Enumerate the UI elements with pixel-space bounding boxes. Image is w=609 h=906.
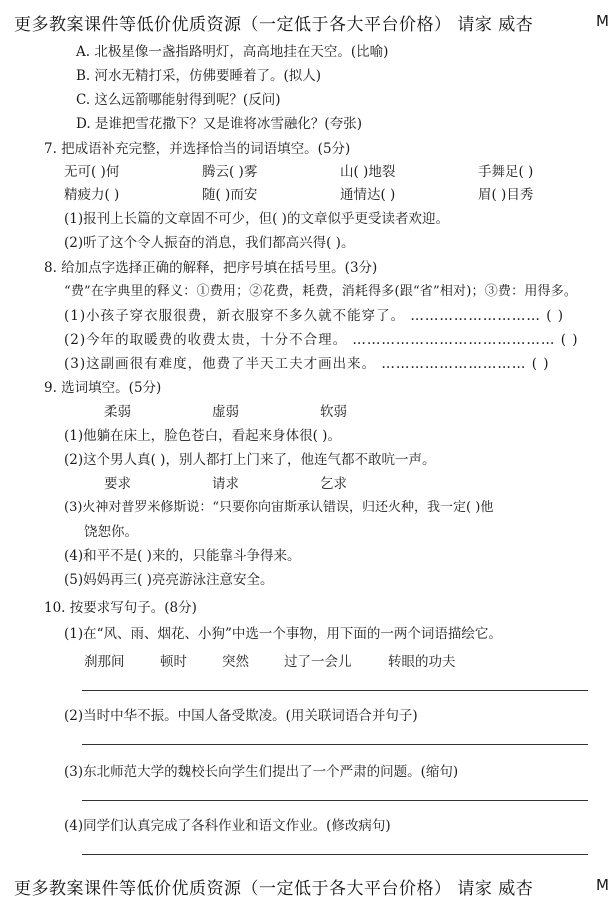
q9-sentence-1: (1)他躺在床上，脸色苍白，看起来身体很( )。	[64, 428, 341, 444]
q6-option-a: A. 北极星像一盏指路明灯，高高地挂在天空。(比喻)	[76, 44, 389, 60]
bottom-banner: 更多教案课件等低价优质资源（一定低于各大平台价格） 请家 威杏	[14, 879, 534, 899]
q10-title: 10. 按要求写句子。(8分)	[44, 600, 197, 616]
q9-sentence-2: (2)这个男人真( )，别人都打上门来了，他连气都不敢吭一声。	[64, 452, 436, 468]
q7-idiom: 通情达( )	[340, 187, 396, 203]
q8-item: (2)今年的取暖费的收费太贵，十分不合理。 …………………………………… ( )	[64, 332, 579, 348]
q7-idiom: 山( )地裂	[340, 164, 396, 180]
q8-item: (1)小孩子穿衣服很费，新衣服穿不多久就不能穿了。 ……………………… ( )	[64, 308, 565, 324]
q6-option-c: C. 这么远箭哪能射得到呢？(反问)	[76, 92, 281, 108]
q9-sentence-3a: (3)火神对普罗米修斯说：“只要你向宙斯承认错误，归还火种，我一定( )他	[64, 500, 494, 515]
q6-option-b: B. 河水无精打采，仿佛要睡着了。(拟人)	[76, 68, 322, 84]
answer-line[interactable]	[82, 690, 588, 691]
q9-sentence-4: (4)和平不是( )来的，只能靠斗争得来。	[64, 548, 301, 564]
top-banner: 更多教案课件等低价优质资源（一定低于各大平台价格） 请家 威杏	[14, 15, 534, 35]
q7-idiom: 无可( )何	[64, 164, 120, 180]
q10-word: 顿时	[160, 654, 187, 670]
q10-word: 突然	[222, 654, 249, 670]
answer-line[interactable]	[82, 854, 588, 855]
q7-sentence-2: (2)听了这个令人振奋的消息，我们都高兴得( )。	[64, 235, 355, 251]
q9-word: 软弱	[320, 404, 347, 420]
q8-item: (3)这副画很有难度，他费了半天工夫才画出来。 ………………………… ( )	[64, 356, 550, 372]
q9-title: 9. 选词填空。(5分)	[44, 380, 162, 396]
q9-sentence-5: (5)妈妈再三( )亮亮游泳注意安全。	[64, 572, 274, 588]
q6-option-d: D. 是谁把雪花撒下？又是谁将冰雪融化？(夸张)	[76, 116, 362, 132]
q10-word: 刹那间	[84, 654, 125, 670]
q8-definition: “费”在字典里的释义：①费用；②花费，耗费，消耗得多(跟“省”相对)；③费：用得多。	[64, 284, 578, 299]
q7-idiom: 眉( )目秀	[478, 187, 534, 203]
q7-idiom: 腾云( )雾	[202, 164, 258, 180]
q7-idiom: 手舞足( )	[478, 164, 534, 180]
q9-sentence-3b: 饶恕你。	[84, 524, 138, 540]
q10-word: 过了一会儿	[284, 654, 352, 670]
q9-word: 请求	[212, 476, 239, 492]
top-edge-letter: M	[596, 12, 609, 30]
bottom-edge-letter: M	[596, 876, 609, 894]
q9-word: 乞求	[320, 476, 347, 492]
q7-title: 7. 把成语补充完整，并选择恰当的词语填空。(5分)	[44, 141, 351, 157]
q7-idiom: 精疲力( )	[64, 187, 120, 203]
q10-sentence-4: (4)同学们认真完成了各科作业和语文作业。(修改病句)	[64, 818, 391, 834]
q10-sentence-3: (3)东北师范大学的魏校长向学生们提出了一个严肃的问题。(缩句)	[64, 764, 459, 780]
q10-word: 转眼的功夫	[388, 654, 456, 670]
answer-line[interactable]	[82, 744, 588, 745]
q10-sentence-1: (1)在“风、雨、烟花、小狗”中选一个事物，用下面的一两个词语描绘它。	[64, 626, 502, 642]
q7-sentence-1: (1)报刊上长篇的文章固不可少，但( )的文章似乎更受读者欢迎。	[64, 211, 449, 227]
q10-sentence-2: (2)当时中华不振。中国人备受欺凌。(用关联词语合并句子)	[64, 708, 418, 724]
q9-word: 虚弱	[212, 404, 239, 420]
answer-line[interactable]	[82, 800, 588, 801]
q7-idiom: 随( )而安	[202, 187, 258, 203]
q9-word: 柔弱	[104, 404, 131, 420]
q9-word: 要求	[104, 476, 131, 492]
q8-title: 8. 给加点字选择正确的解释，把序号填在括号里。(3分)	[44, 260, 378, 276]
